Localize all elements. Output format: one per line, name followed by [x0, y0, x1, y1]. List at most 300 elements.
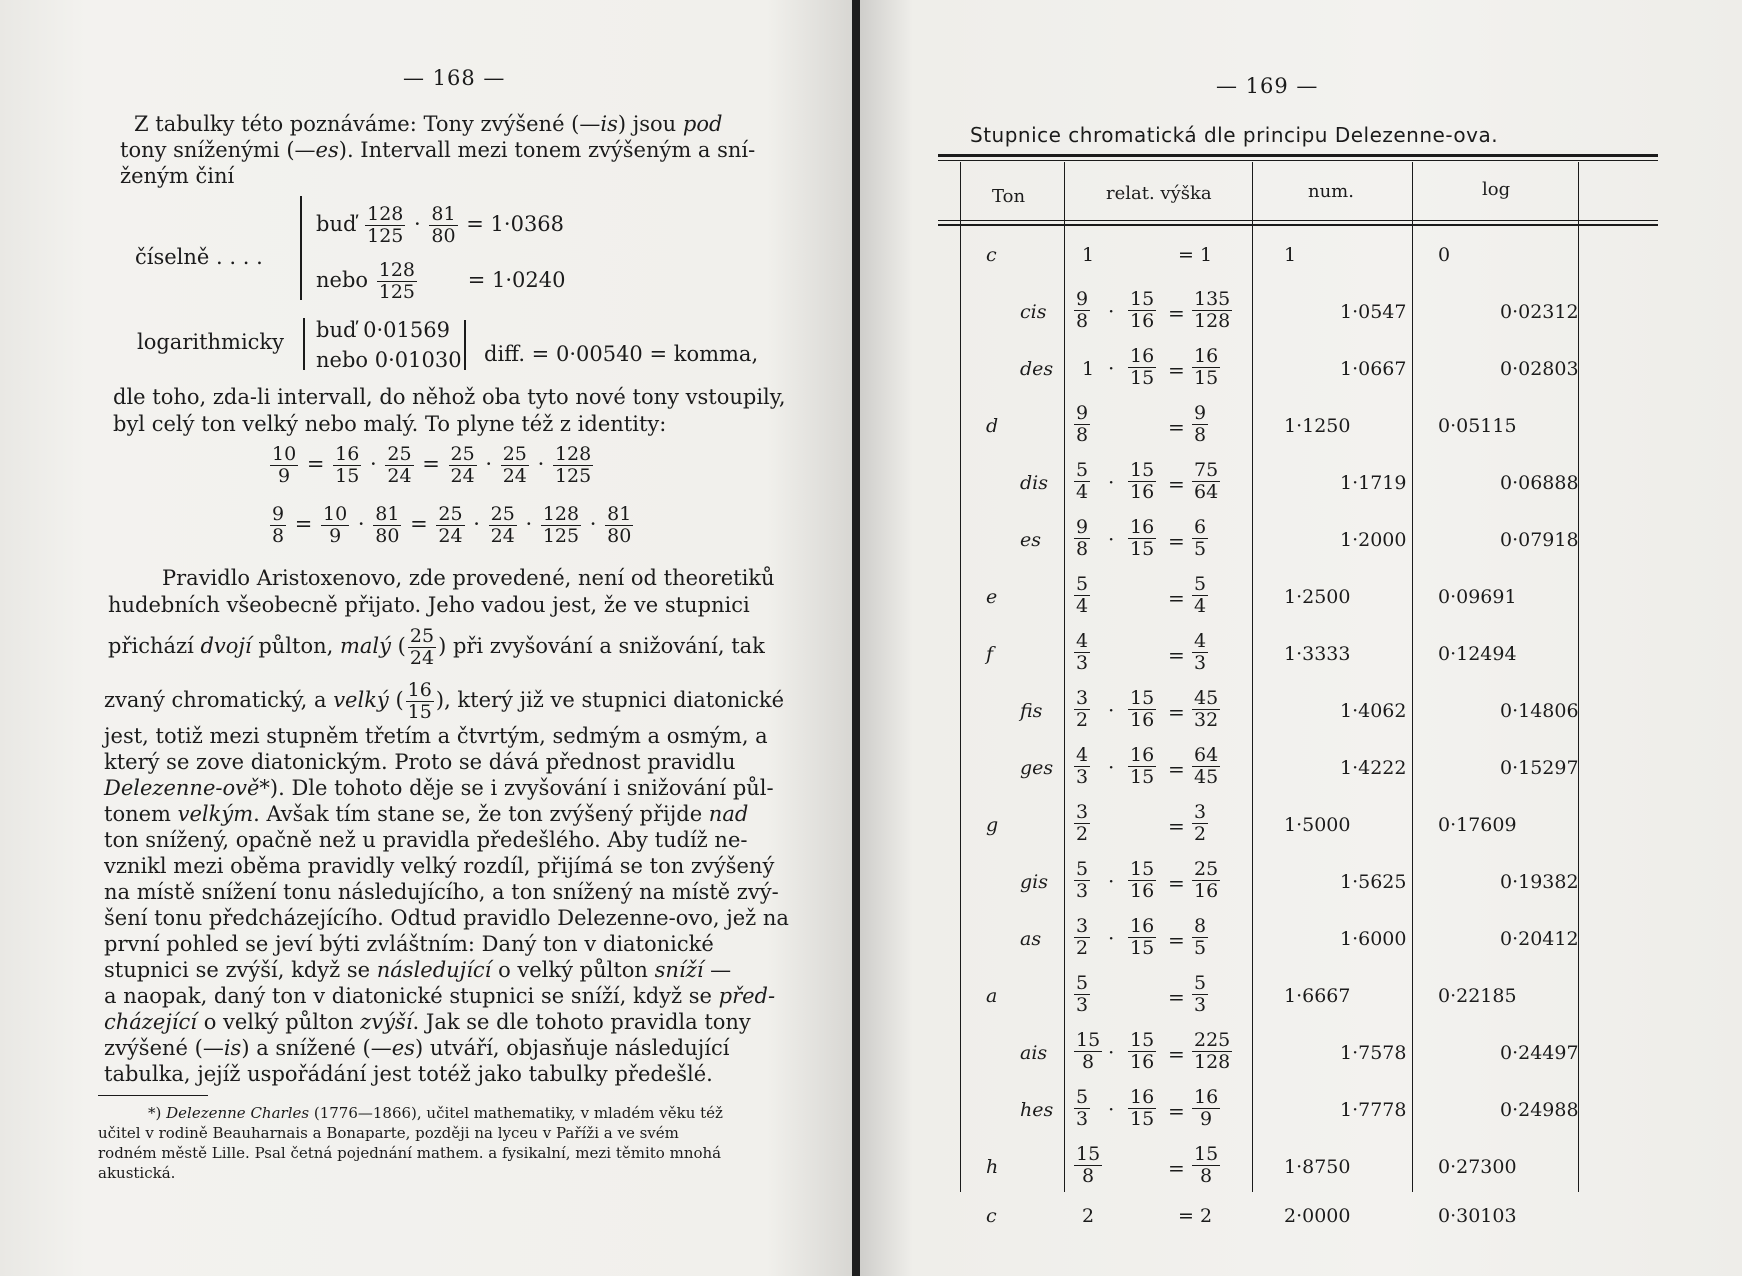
equals-sign: =: [1168, 1042, 1185, 1066]
text-line: tonem velkým. Avšak tím stane se, že ton zvýšený přijde nad: [104, 802, 749, 826]
equals-sign: =: [1168, 985, 1185, 1009]
ratio-a-fraction: [1074, 745, 1090, 788]
denominator: 8: [1076, 310, 1089, 332]
num-value: 1·2000: [1340, 529, 1407, 551]
denominator: 4: [1076, 595, 1089, 617]
tone-name: a: [986, 985, 998, 1007]
ratio-a: [1072, 688, 1092, 731]
page-number: — 169 —: [1216, 74, 1319, 98]
num-value: 1·7578: [1340, 1042, 1407, 1064]
num-value: 1·0547: [1340, 301, 1407, 323]
ratio-result: = 2: [1178, 1205, 1213, 1227]
denominator: 8: [1076, 538, 1089, 560]
ratio-result: [1190, 346, 1222, 389]
tone-name: e: [986, 586, 998, 608]
denominator: 16: [1130, 880, 1155, 902]
ratio-a: [1072, 460, 1092, 503]
num-value: 1·4062: [1340, 700, 1407, 722]
tone-name: h: [986, 1156, 999, 1178]
numerator: 9: [1076, 288, 1089, 310]
denominator: 15: [1130, 937, 1155, 959]
denominator: 15: [1130, 1108, 1155, 1130]
ratio-b-fraction: [1128, 460, 1156, 503]
num-value: 1·1250: [1284, 415, 1351, 437]
text-line: Pravidlo Aristoxenovo, zde provedené, není od theoretiků: [162, 566, 775, 590]
ratio-b: [1126, 517, 1158, 560]
log-value: 0·09691: [1438, 586, 1517, 608]
label-ciselne: číselně . . . .: [135, 245, 263, 269]
ratio-result: [1190, 574, 1210, 617]
ratio-b-fraction: [1128, 289, 1156, 332]
tone-name: des: [1020, 358, 1054, 380]
tone-name: gis: [1020, 871, 1048, 893]
ratio-result: [1190, 1087, 1222, 1130]
ratio-a: [1072, 802, 1092, 845]
column-header: log: [1482, 179, 1511, 200]
ratio-a-fraction: [1074, 631, 1090, 674]
multiply-sign: ·: [1108, 755, 1115, 779]
num-value: 1·6000: [1340, 928, 1407, 950]
ratio-a: [1072, 631, 1092, 674]
ratio-a-fraction: [1074, 1144, 1102, 1187]
multiply-sign: ·: [1108, 299, 1115, 323]
ratio-b: [1126, 346, 1158, 389]
ratio-a-fraction: [1074, 517, 1090, 560]
numerator: 16: [1130, 345, 1155, 367]
text-line: Z tabulky této poznáváme: Tony zvýšené (—is) jsou pod: [134, 112, 723, 136]
equals-sign: =: [1168, 586, 1185, 610]
brace: [300, 196, 302, 300]
denominator: 45: [1194, 766, 1219, 788]
equation-row: nebo $\frac{128}{125}$ = 1·0240: [316, 259, 566, 303]
denominator: 16: [1194, 880, 1219, 902]
equals-sign: =: [1168, 928, 1185, 952]
numerator: 64: [1194, 744, 1219, 766]
denominator: 3: [1194, 652, 1207, 674]
ratio-a-fraction: [1074, 973, 1090, 1016]
equals-sign: =: [1168, 757, 1185, 781]
numerator: 5: [1076, 459, 1089, 481]
denominator: 32: [1194, 709, 1219, 731]
numerator: 6: [1194, 516, 1207, 538]
numerator: 5: [1076, 1086, 1089, 1108]
log-value: 0·15297: [1500, 757, 1579, 779]
text-line: šení tonu předcházejícího. Odtud pravidlo Delezenne-ovo, jež na: [104, 906, 789, 930]
text-line: vznikl mezi oběma pravidly velký rozdíl, přijímá se ton zvýšený: [104, 854, 775, 878]
page-number: — 168 —: [403, 66, 506, 90]
ratio-a: [1072, 973, 1092, 1016]
denominator: 3: [1076, 1108, 1089, 1130]
log-value: 0·02312: [1500, 301, 1579, 323]
header-rule: [938, 224, 1658, 226]
ratio-b-fraction: [1128, 517, 1156, 560]
log-row: buď 0·01569: [316, 318, 450, 342]
ratio-b-fraction: [1128, 688, 1156, 731]
ratio-result: [1190, 688, 1222, 731]
ratio-a-fraction: [1074, 460, 1090, 503]
text-line: a naopak, daný ton v diatonické stupnici se sníží, když se před-: [104, 984, 776, 1008]
numerator: 9: [1076, 402, 1089, 424]
ratio-result: [1190, 973, 1210, 1016]
equals-sign: =: [1168, 643, 1185, 667]
column-rule: [960, 162, 961, 1192]
ratio-a: [1072, 403, 1092, 446]
ratio-b-fraction: [1128, 1030, 1156, 1073]
ratio-result-fraction: [1192, 745, 1220, 788]
numerator: 5: [1076, 573, 1089, 595]
tone-name: c: [986, 244, 997, 266]
text-line: ženým činí: [120, 164, 235, 188]
ratio-b: [1126, 289, 1158, 332]
denominator: 2: [1076, 709, 1089, 731]
tone-name: c: [986, 1205, 997, 1227]
identity-equation: $\frac{9}{8}$ = $\frac{10}{9}$ · $\frac{81}{80}$ = $\frac{25}{24}$ · $\frac{25}{24}$ · $\frac{128}{125}$ · $\frac{81}{80}$: [272, 503, 632, 547]
label-logarithmicky: logarithmicky: [137, 330, 285, 354]
numerator: 4: [1194, 630, 1207, 652]
denominator: 15: [1130, 538, 1155, 560]
ratio-b-fraction: [1128, 346, 1156, 389]
tone-name: dis: [1020, 472, 1048, 494]
tone-name: hes: [1020, 1099, 1054, 1121]
denominator: 3: [1194, 994, 1207, 1016]
ratio-result-fraction: [1192, 346, 1220, 389]
brace: [303, 318, 305, 370]
ratio-result: [1190, 403, 1210, 446]
numerator: 16: [1130, 744, 1155, 766]
log-value: 0·19382: [1500, 871, 1579, 893]
ratio-result: [1190, 859, 1222, 902]
num-value: 1: [1284, 244, 1297, 266]
ratio-result: [1190, 916, 1210, 959]
log-value: 0·12494: [1438, 643, 1517, 665]
numerator: 15: [1130, 459, 1155, 481]
ratio-b: [1126, 745, 1158, 788]
num-value: 1·6667: [1284, 985, 1351, 1007]
ratio-b: [1126, 460, 1158, 503]
denominator: 128: [1194, 1051, 1231, 1073]
equals-sign: =: [1168, 472, 1185, 496]
ratio-result-fraction: [1192, 403, 1208, 446]
log-value: 0·27300: [1438, 1156, 1517, 1178]
log-value: 0·14806: [1500, 700, 1579, 722]
denominator: 5: [1194, 937, 1207, 959]
denominator: 15: [1130, 766, 1155, 788]
ratio-a: [1072, 574, 1092, 617]
denominator: 4: [1076, 481, 1089, 503]
ratio-a-fraction: [1074, 802, 1090, 845]
denominator: 8: [1076, 424, 1089, 446]
table-top-rule: [938, 160, 1658, 161]
ratio-a-fraction: [1074, 574, 1090, 617]
numerator: 15: [1076, 1143, 1101, 1165]
log-value: 0·30103: [1438, 1205, 1517, 1227]
denominator: 2: [1076, 823, 1089, 845]
num-value: 1·7778: [1340, 1099, 1407, 1121]
header-rule: [938, 220, 1658, 221]
ratio-a: [1072, 859, 1092, 902]
tone-name: ais: [1020, 1042, 1048, 1064]
tone-name: f: [986, 643, 994, 665]
numerator: 3: [1076, 915, 1089, 937]
numerator: 5: [1194, 972, 1207, 994]
ratio-result: [1190, 517, 1210, 560]
numerator: 15: [1130, 858, 1155, 880]
num-value: 1·8750: [1284, 1156, 1351, 1178]
denominator: 16: [1130, 709, 1155, 731]
log-value: 0·22185: [1438, 985, 1517, 1007]
numerator: 4: [1076, 744, 1089, 766]
num-value: 1·0667: [1340, 358, 1407, 380]
ratio-a: [1072, 517, 1092, 560]
numerator: 3: [1076, 687, 1089, 709]
multiply-sign: ·: [1108, 1040, 1115, 1064]
book-gutter: [852, 0, 860, 1276]
ratio-a: 1: [1082, 358, 1095, 380]
denominator: 16: [1130, 481, 1155, 503]
text-line: byl celý ton velký nebo malý. To plyne též z identity:: [113, 412, 667, 436]
ratio-a-fraction: [1074, 688, 1090, 731]
numerator: 3: [1194, 801, 1207, 823]
numerator: 16: [1130, 1086, 1155, 1108]
ratio-result-fraction: [1192, 1087, 1220, 1130]
numerator: 5: [1194, 573, 1207, 595]
text-line: na místě snížení tonu následujícího, a ton snížený na místě zvý-: [104, 880, 779, 904]
ratio-a: 2: [1082, 1205, 1095, 1227]
numerator: 135: [1194, 288, 1231, 310]
log-value: 0·07918: [1500, 529, 1579, 551]
right-page: [860, 0, 1742, 1276]
denominator: 8: [1200, 1165, 1213, 1187]
identity-equation: $\frac{10}{9}$ = $\frac{16}{15}$ · $\frac{25}{24}$ = $\frac{25}{24}$ · $\frac{25}{24}$ · $\frac{128}{125}$: [272, 443, 592, 487]
tone-name: cis: [1020, 301, 1047, 323]
ratio-a-fraction: [1074, 403, 1090, 446]
numerator: 9: [1194, 402, 1207, 424]
numerator: 8: [1194, 915, 1207, 937]
numerator: 15: [1130, 1029, 1155, 1051]
denominator: 4: [1194, 595, 1207, 617]
text-line: zvaný chromatický, a velký ( $\frac{16}{15}$ ), který již ve stupnici diatonické: [104, 679, 785, 723]
ratio-result-fraction: [1192, 859, 1220, 902]
num-value: 1·5625: [1340, 871, 1407, 893]
multiply-sign: ·: [1108, 356, 1115, 380]
denominator: 2: [1194, 823, 1207, 845]
text-line: tabulka, jejíž uspořádání jest totéž jako tabulky předešlé.: [104, 1062, 713, 1086]
ratio-result-fraction: [1192, 1144, 1220, 1187]
ratio-result-fraction: [1192, 688, 1220, 731]
numerator: 16: [1194, 1086, 1219, 1108]
equation-row: buď $\frac{128}{125}$ · $\frac{81}{80}$ = 1·0368: [316, 203, 565, 247]
ratio-result-fraction: [1192, 460, 1220, 503]
table-top-rule: [938, 154, 1658, 157]
numerator: 16: [1130, 516, 1155, 538]
ratio-result: [1190, 289, 1234, 332]
denominator: 9: [1200, 1108, 1213, 1130]
equals-sign: =: [1168, 301, 1185, 325]
ratio-a: [1072, 1087, 1092, 1130]
text-line: první pohled se jeví býti zvláštním: Daný ton v diatonické: [104, 932, 714, 956]
ratio-a-fraction: [1074, 859, 1090, 902]
ratio-a: [1072, 916, 1092, 959]
ratio-a: [1072, 1030, 1104, 1073]
column-rule: [1412, 162, 1413, 1192]
num-value: 1·5000: [1284, 814, 1351, 836]
tone-name: d: [986, 415, 999, 437]
denominator: 8: [1194, 424, 1207, 446]
ratio-result: [1190, 631, 1210, 674]
ratio-b: [1126, 1030, 1158, 1073]
denominator: 3: [1076, 766, 1089, 788]
ratio-a-fraction: [1074, 1087, 1090, 1130]
multiply-sign: ·: [1108, 698, 1115, 722]
numerator: 15: [1076, 1029, 1101, 1051]
footnote-line: akustická.: [98, 1164, 176, 1182]
log-value: 0·17609: [1438, 814, 1517, 836]
ratio-result: [1190, 1144, 1222, 1187]
denominator: 15: [1194, 367, 1219, 389]
ratio-a: [1072, 1144, 1104, 1187]
denominator: 3: [1076, 652, 1089, 674]
denominator: 15: [1130, 367, 1155, 389]
footnote-line: *) Delezenne Charles (1776—1866), učitel mathematiky, v mladém věku též: [148, 1104, 723, 1122]
column-header: relat. výška: [1106, 183, 1212, 204]
equals-sign: =: [1168, 871, 1185, 895]
brace: [460, 320, 466, 370]
ratio-result: [1190, 745, 1222, 788]
numerator: 16: [1194, 345, 1219, 367]
footnote-rule: [98, 1095, 208, 1096]
num-value: 1·1719: [1340, 472, 1407, 494]
numerator: 15: [1194, 1143, 1219, 1165]
log-value: 0·05115: [1438, 415, 1517, 437]
denominator: 8: [1082, 1051, 1095, 1073]
ratio-a-fraction: [1074, 1030, 1102, 1073]
equals-sign: =: [1168, 529, 1185, 553]
multiply-sign: ·: [1108, 527, 1115, 551]
denominator: 2: [1076, 937, 1089, 959]
ratio-result-fraction: [1192, 1030, 1232, 1073]
ratio-b: [1126, 859, 1158, 902]
ratio-result-fraction: [1192, 802, 1208, 845]
log-value: 0·06888: [1500, 472, 1579, 494]
left-page: [0, 0, 852, 1276]
numerator: 25: [1194, 858, 1219, 880]
denominator: 8: [1082, 1165, 1095, 1187]
footnote-line: rodném městě Lille. Psal četná pojednání mathem. a fysikalní, mezi těmito mnohá: [98, 1144, 722, 1162]
numerator: 75: [1194, 459, 1219, 481]
denominator: 3: [1076, 994, 1089, 1016]
log-row: nebo 0·01030: [316, 348, 462, 372]
tone-name: es: [1020, 529, 1041, 551]
ratio-result: [1190, 802, 1210, 845]
log-value: 0: [1438, 244, 1451, 266]
ratio-b-fraction: [1128, 859, 1156, 902]
tone-name: g: [986, 814, 999, 836]
numerator: 15: [1130, 288, 1155, 310]
text-line: ton snížený, opačně než u pravidla předešlého. Aby tudíž ne-: [104, 828, 748, 852]
ratio-result-fraction: [1192, 289, 1232, 332]
text-line: zvýšené (—is) a snížené (—es) utváří, objasňuje následující: [104, 1036, 730, 1060]
text-line: tony sníženými (—es). Intervall mezi tonem zvýšeným a sní-: [120, 138, 756, 162]
numerator: 45: [1194, 687, 1219, 709]
equals-sign: =: [1168, 814, 1185, 838]
ratio-result-fraction: [1192, 631, 1208, 674]
numerator: 4: [1076, 630, 1089, 652]
log-value: 0·24497: [1500, 1042, 1579, 1064]
ratio-b: [1126, 1087, 1158, 1130]
ratio-a: 1: [1082, 244, 1095, 266]
log-value: 0·02803: [1500, 358, 1579, 380]
footnote-line: učitel v rodině Beauharnais a Bonaparte, později na lyceu v Paříži a ve svém: [98, 1124, 679, 1142]
column-header: Ton: [992, 186, 1026, 207]
column-rule: [1252, 162, 1253, 1192]
log-value: 0·20412: [1500, 928, 1579, 950]
text-line: který se zove diatonickým. Proto se dává přednost pravidlu: [104, 750, 736, 774]
column-header: num.: [1308, 181, 1354, 202]
ratio-b: [1126, 688, 1158, 731]
multiply-sign: ·: [1108, 926, 1115, 950]
ratio-b-fraction: [1128, 916, 1156, 959]
numerator: 15: [1130, 687, 1155, 709]
ratio-b-fraction: [1128, 745, 1156, 788]
ratio-result-fraction: [1192, 517, 1208, 560]
equals-sign: =: [1168, 415, 1185, 439]
equals-sign: =: [1168, 700, 1185, 724]
ratio-a: [1072, 745, 1092, 788]
ratio-result: = 1: [1178, 244, 1213, 266]
numerator: 16: [1130, 915, 1155, 937]
ratio-result-fraction: [1192, 916, 1208, 959]
ratio-a-fraction: [1074, 289, 1090, 332]
denominator: 16: [1130, 310, 1155, 332]
ratio-b: [1126, 916, 1158, 959]
ratio-result-fraction: [1192, 574, 1208, 617]
text-line: jest, totiž mezi stupněm třetím a čtvrtým, sedmým a osmým, a: [104, 724, 768, 748]
text-line: stupnici se zvýší, když se následující o velký půlton sníží —: [104, 958, 732, 982]
text-line: cházející o velký půlton zvýší. Jak se dle tohoto pravidla tony: [104, 1010, 751, 1034]
log-value: 0·24988: [1500, 1099, 1579, 1121]
equals-sign: =: [1168, 358, 1185, 382]
num-value: 1·4222: [1340, 757, 1407, 779]
multiply-sign: ·: [1108, 1097, 1115, 1121]
text-line: Delezenne-ově*). Dle tohoto děje se i zvyšování i snižování půl-: [104, 776, 774, 800]
num-value: 2·0000: [1284, 1205, 1351, 1227]
numerator: 9: [1076, 516, 1089, 538]
ratio-b-fraction: [1128, 1087, 1156, 1130]
column-rule: [1064, 162, 1065, 1192]
numerator: 5: [1076, 858, 1089, 880]
denominator: 64: [1194, 481, 1219, 503]
tone-name: ges: [1020, 757, 1054, 779]
multiply-sign: ·: [1108, 470, 1115, 494]
text-line: přichází dvojí půlton, malý ( $\frac{25}{24}$ ) při zvyšování a snižování, tak: [108, 625, 765, 669]
numerator: 225: [1194, 1029, 1231, 1051]
ratio-result-fraction: [1192, 973, 1208, 1016]
denominator: 128: [1194, 310, 1231, 332]
text-line: hudebních všeobecně přijato. Jeho vadou jest, že ve stupnici: [108, 593, 750, 617]
tone-name: as: [1020, 928, 1042, 950]
denominator: 3: [1076, 880, 1089, 902]
diff-text: diff. = 0·00540 = komma,: [484, 342, 759, 366]
numerator: 5: [1076, 972, 1089, 994]
ratio-result: [1190, 1030, 1234, 1073]
num-value: 1·2500: [1284, 586, 1351, 608]
text-line: dle toho, zda-li intervall, do něhož oba tyto nové tony vstoupily,: [113, 385, 786, 409]
ratio-a: [1072, 289, 1092, 332]
tone-name: fis: [1020, 700, 1043, 722]
equals-sign: =: [1168, 1099, 1185, 1123]
num-value: 1·3333: [1284, 643, 1351, 665]
denominator: 16: [1130, 1051, 1155, 1073]
